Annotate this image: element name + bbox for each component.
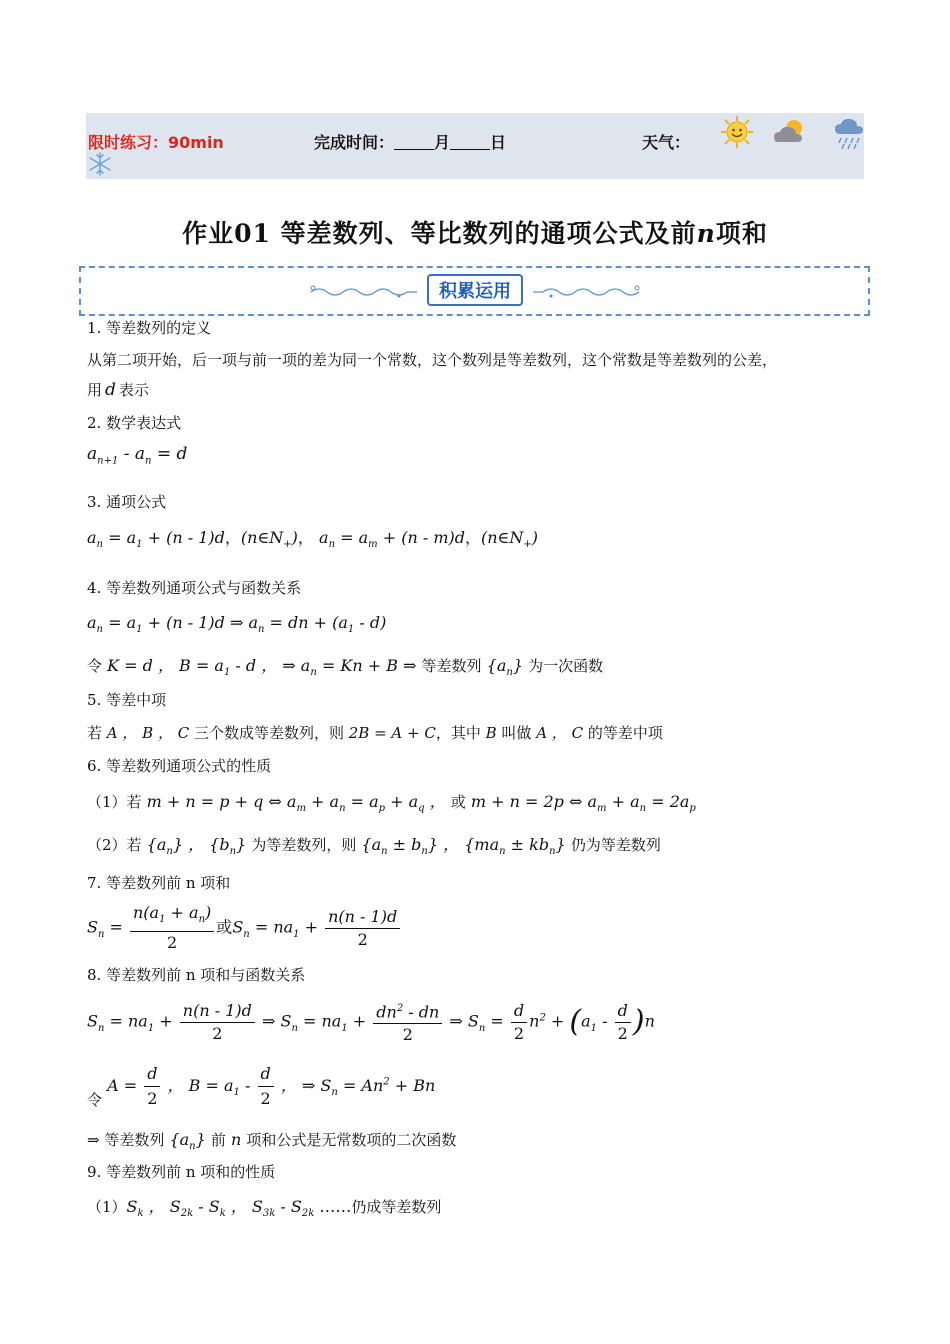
- page-title: [0, 214, 950, 250]
- month-blank: [394, 133, 434, 150]
- header-bar: [86, 113, 864, 179]
- item-1-text-b: [87, 380, 149, 400]
- formula-linear: $a_n = a_1 + (n - 1)d$ ⇒ $a_n$ = dn + $(a_1 - d)$: [87, 613, 387, 636]
- text-seq-8: 等差数列: [104, 1131, 165, 1149]
- text-linear: 为一次函数: [528, 657, 604, 675]
- text-or: 或: [450, 793, 466, 811]
- item-1-heading: 1. 等差数列的定义: [87, 319, 212, 337]
- item-2-heading: 2. 数学表达式: [87, 414, 182, 432]
- formula-general-term: $a_n = a_1 + (n - 1)d$，$(n\in N_+)$， $a_n = a_m + (n - m)d$，$(n\in N_+)$: [87, 528, 539, 551]
- title-suffix: 项和: [715, 219, 768, 248]
- text-seq: 等差数列: [421, 657, 482, 675]
- rain-cloud-icon: [834, 116, 864, 150]
- item-6-prop-1: （1）若 m + n = p + q ⇔ $a_m + a_n = a_p + a_q$ ， 或 m + n = 2p ⇔ $a_m + a_n = 2a_p$: [87, 792, 696, 815]
- text-front: 前: [210, 1131, 226, 1149]
- text-or-7: 或: [216, 917, 233, 937]
- text-quad: 项和公式是无常数项的二次函数: [246, 1131, 457, 1149]
- item-5-heading: 5. 等差中项: [87, 691, 167, 709]
- text-still: 仍为等差数列: [570, 836, 661, 854]
- text-let: 令: [87, 657, 103, 675]
- formula-difference: $a_{n+1} - a_n = d$: [87, 444, 188, 467]
- day-blank: [450, 133, 490, 150]
- completion-time: [314, 130, 506, 153]
- text-where: ，其中: [435, 724, 481, 742]
- section-label: 积累运用: [427, 274, 523, 306]
- text-three: 三个数成等差数列，则: [193, 724, 344, 742]
- text-p1-9: （1）: [87, 1198, 127, 1216]
- formula-sum-quadratic: $S_n = na_1$ + $\frac{n(n - 1)d}{2}$ ⇒ $S_n = na_1$ + $\frac{dn^2 - dn}{2}$ ⇒ $S_n$ = $\frac{d}{2}$ $n^2 + (a_1$ - $\frac{d}{2}$ )n: [87, 998, 655, 1046]
- item-5-text: 若 A ， B ， C 三个数成等差数列，则 2B = A + C，其中 B 叫做 A ， C 的等差中项: [87, 724, 663, 742]
- title-n: n: [696, 219, 716, 248]
- text-p1: （1）若: [87, 793, 142, 811]
- weather-label: 天气：: [642, 133, 691, 152]
- text-use: 用: [87, 381, 103, 399]
- item-8-conclusion: ⇒ 等差数列 $\{a_n\}$ 前 n 项和公式是无常数项的二次函数: [87, 1130, 457, 1153]
- item-3-heading: 3. 通项公式: [87, 493, 167, 511]
- text-middle: 的等差中项: [587, 724, 663, 742]
- item-9-prop-1: $(1)S_k$ ， $S_{2k} - S_k$ ， $S_{3k} - S_{2k}$ ……仍成等差数列: [87, 1197, 442, 1220]
- text-if: 若: [87, 724, 103, 742]
- item-8-heading: 8. 等差数列前 n 项和与函数关系: [87, 966, 306, 984]
- sun-icon: [720, 115, 754, 149]
- text-called: 叫做: [501, 724, 532, 742]
- item-4-let: 令 K = d ， $B = a_1 - d$ ， ⇒ $a_n = Kn + B$ ⇒ 等差数列 $\{a_n\}$ 为一次函数: [87, 656, 604, 679]
- item-4-heading: 4. 等差数列通项公式与函数关系: [87, 579, 302, 597]
- item-6-prop-2: （2）若 $\{a_n\}$ ， $\{b_n\}$ 为等差数列，则 $\{a_n \pm b_n\}$ ， $\{ma_n \pm kb_n\}$ 仍为等差数列: [87, 835, 661, 858]
- text-are-seq: 为等差数列，则: [251, 836, 357, 854]
- text-still-9: 仍成等差数列: [351, 1198, 442, 1216]
- wave-right-icon: [531, 284, 643, 300]
- section-box: [79, 266, 870, 316]
- item-6-heading: 6. 等差数列通项公式的性质: [87, 757, 272, 775]
- var-d: d: [105, 380, 116, 400]
- snowflake-icon: [88, 151, 112, 177]
- title-prefix: 作业01 等差数列、等比数列的通项公式及前: [182, 219, 697, 248]
- month-label: 月: [434, 133, 451, 152]
- text-let-8: 令: [87, 1091, 103, 1109]
- partly-cloudy-icon: [772, 117, 810, 147]
- text-represent: 表示: [118, 381, 149, 399]
- wave-left-icon: [309, 284, 419, 300]
- text-p2: （2）若: [87, 836, 142, 854]
- item-8-let: 令 A = $\frac{d}{2}$ ， $B = a_1$ - $\frac{d}{2}$ ， ⇒ $S_n = An^2 + Bn$: [87, 1064, 436, 1109]
- formula-sum: $S_n$ = $\frac{n(a_1 + a_n)}{2}$ 或$S_n = na_1$ + $\frac{n(n - 1)d}{2}$: [87, 902, 402, 954]
- item-1-text-a: 从第二项开始，后一项与前一项的差为同一个常数，这个数列是等差数列，这个常数是等差数列的公差，: [87, 351, 778, 369]
- item-7-heading: 7. 等差数列前 n 项和: [87, 874, 231, 892]
- item-9-heading: 9. 等差数列前 n 项和的性质: [87, 1163, 276, 1181]
- day-label: 日: [490, 133, 507, 152]
- timed-practice: 限时练习：90min: [88, 133, 224, 152]
- completion-time-label: 完成时间：: [314, 133, 395, 152]
